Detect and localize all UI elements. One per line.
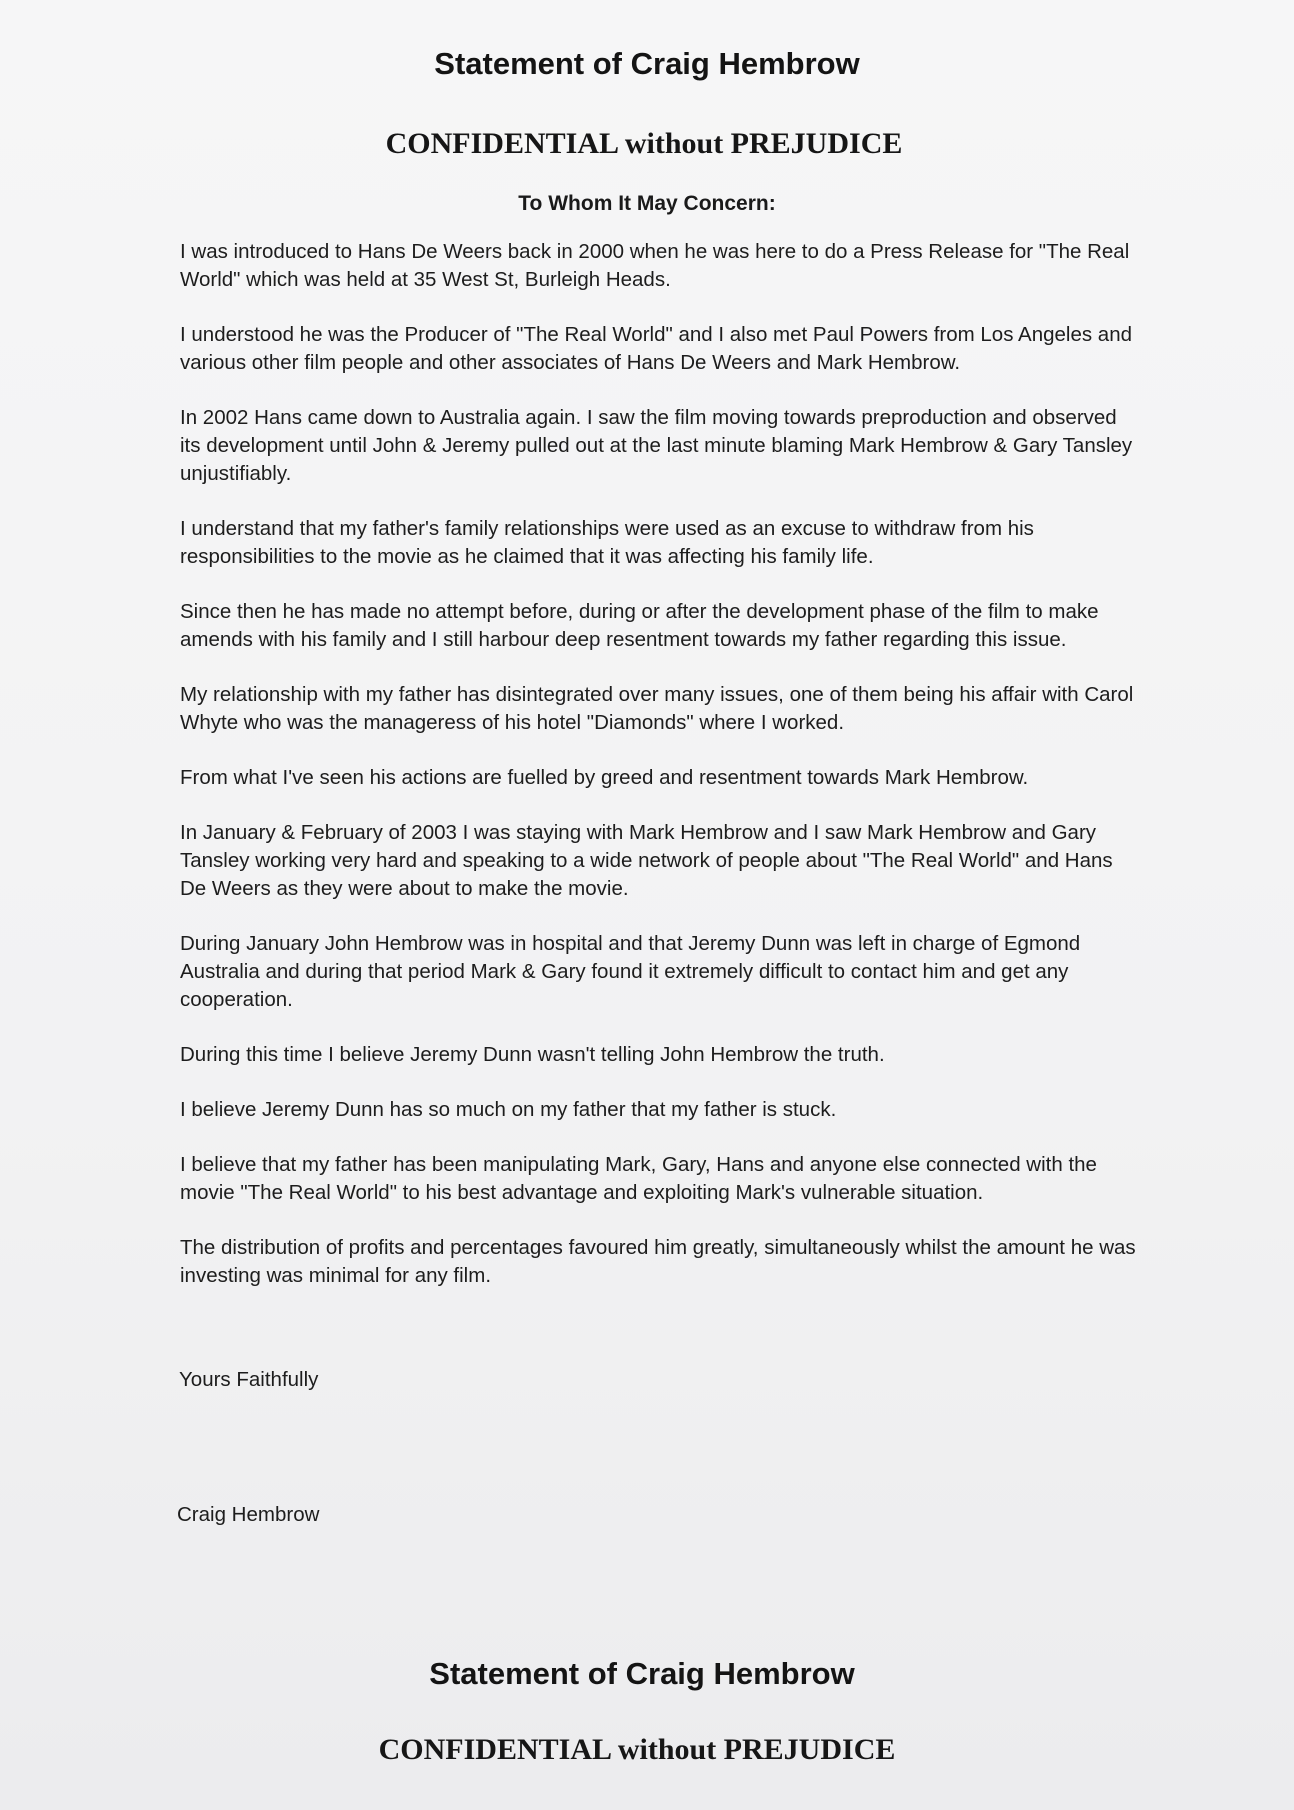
paragraph: During this time I believe Jeremy Dunn wasn't telling John Hembrow the truth. [180, 1043, 885, 1066]
signature-name: Craig Hembrow [177, 1503, 320, 1526]
paragraph: The distribution of profits and percentages favoured him greatly, simultaneously whilst the amount he was investing was minimal for any film. [180, 1236, 1136, 1287]
document-title: Statement of Craig Hembrow [434, 46, 860, 81]
salutation: To Whom It May Concern: [518, 192, 776, 215]
paragraph: Since then he has made no attempt before, during or after the development phase of the film to make amends with his family and I still harbour deep resentment towards my father regarding this issue. [180, 600, 1099, 651]
paragraph: From what I've seen his actions are fuelled by greed and resentment towards Mark Hembrow. [180, 766, 1029, 789]
paragraph: I believe that my father has been manipulating Mark, Gary, Hans and anyone else connected with the movie "The Real World" to his best advantage and exploiting Mark's vulnerable situation. [180, 1153, 1097, 1204]
paragraph: In 2002 Hans came down to Australia again. I saw the film moving towards preproduction and observed its development until John & Jeremy pulled out at the last minute blaming Mark Hembrow & Gary Tansley unjustifiably. [180, 406, 1133, 485]
paragraph: My relationship with my father has disintegrated over many issues, one of them being his affair with Carol Whyte who was the manageress of his hotel "Diamonds" where I worked. [180, 683, 1134, 734]
paragraph: In January & February of 2003 I was staying with Mark Hembrow and I saw Mark Hembrow and Gary Tansley working very hard and speaking to a wide network of people about "The Real World" and Hans De Weers as they were about to make the movie. [180, 821, 1113, 900]
paragraph: I understood he was the Producer of "The Real World" and I also met Paul Powers from Los Angeles and various other film people and other associates of Hans De Weers and Mark Hembrow. [180, 323, 1132, 374]
closing-line: Yours Faithfully [179, 1368, 319, 1391]
footer-title: Statement of Craig Hembrow [429, 1656, 855, 1691]
statement-body [180, 238, 1140, 1317]
footer-confidential-heading: CONFIDENTIAL without PREJUDICE [378, 1733, 896, 1766]
paragraph: I believe Jeremy Dunn has so much on my father that my father is stuck. [180, 1098, 837, 1121]
paragraph: I understand that my father's family relationships were used as an excuse to withdraw from his responsibilities to the movie as he claimed that it was affecting his family life. [180, 517, 1034, 568]
paragraph: During January John Hembrow was in hospital and that Jeremy Dunn was left in charge of Egmond Australia and during that period Mark & Gary found it extremely difficult to contact him and get any cooperation. [180, 932, 1081, 1011]
confidential-heading: CONFIDENTIAL without PREJUDICE [385, 127, 903, 160]
paragraph: I was introduced to Hans De Weers back in 2000 when he was here to do a Press Release for "The Real World" which was held at 35 West St, Burleigh Heads. [180, 240, 1130, 291]
